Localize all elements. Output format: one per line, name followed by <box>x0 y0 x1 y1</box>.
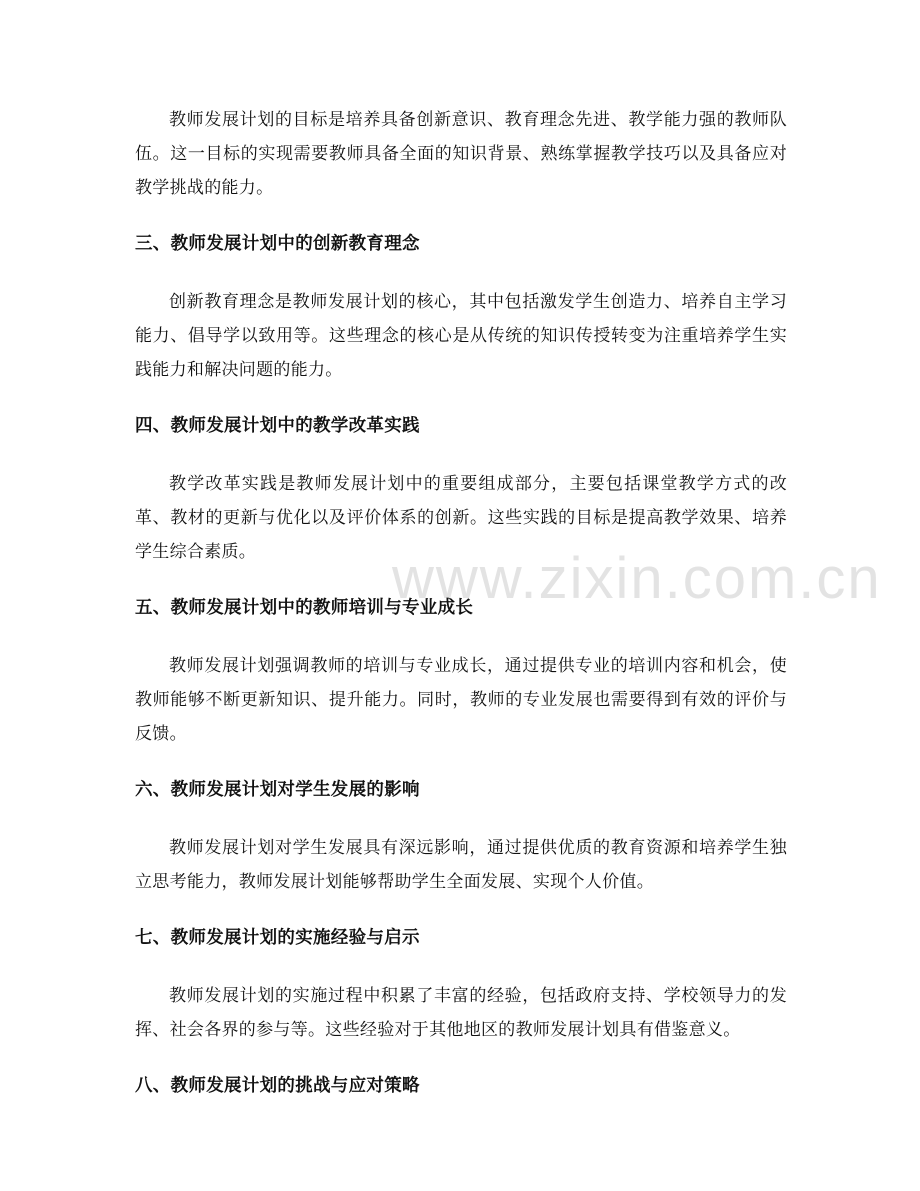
section-heading-6: 六、教师发展计划对学生发展的影响 <box>135 780 420 800</box>
paragraph-experience: 教师发展计划的实施过程中积累了丰富的经验，包括政府支持、学校领导力的发挥、社会各界的参与等。这些经验对于其他地区的教师发展计划具有借鉴意义。 <box>135 986 787 1040</box>
section-heading-7: 七、教师发展计划的实施经验与启示 <box>135 928 420 948</box>
paragraph-teacher-training: 教师发展计划强调教师的培训与专业成长，通过提供专业的培训内容和机会，使教师能够不断更新知识、提升能力。同时，教师的专业发展也需要得到有效的评价与反馈。 <box>135 656 787 744</box>
section-heading-4: 四、教师发展计划中的教学改革实践 <box>135 416 420 436</box>
paragraph-goal: 教师发展计划的目标是培养具备创新意识、教育理念先进、教学能力强的教师队伍。这一目标的实现需要教师具备全面的知识背景、熟练掌握教学技巧以及具备应对教学挑战的能力。 <box>135 110 787 198</box>
section-heading-3: 三、教师发展计划中的创新教育理念 <box>135 234 420 254</box>
section-heading-8: 八、教师发展计划的挑战与应对策略 <box>135 1076 420 1096</box>
paragraph-teaching-reform: 教学改革实践是教师发展计划中的重要组成部分，主要包括课堂教学方式的改革、教材的更新与优化以及评价体系的创新。这些实践的目标是提高教学效果、培养学生综合素质。 <box>135 474 787 562</box>
watermark: www.zixin.com.cn <box>392 546 882 611</box>
paragraph-student-impact: 教师发展计划对学生发展具有深远影响，通过提供优质的教育资源和培养学生独立思考能力，教师发展计划能够帮助学生全面发展、实现个人价值。 <box>135 838 787 892</box>
paragraph-innovation-concept: 创新教育理念是教师发展计划的核心，其中包括激发学生创造力、培养自主学习能力、倡导学以致用等。这些理念的核心是从传统的知识传授转变为注重培养学生实践能力和解决问题的能力。 <box>135 292 787 380</box>
section-heading-5: 五、教师发展计划中的教师培训与专业成长 <box>135 598 474 618</box>
document-body <box>135 103 787 1127</box>
